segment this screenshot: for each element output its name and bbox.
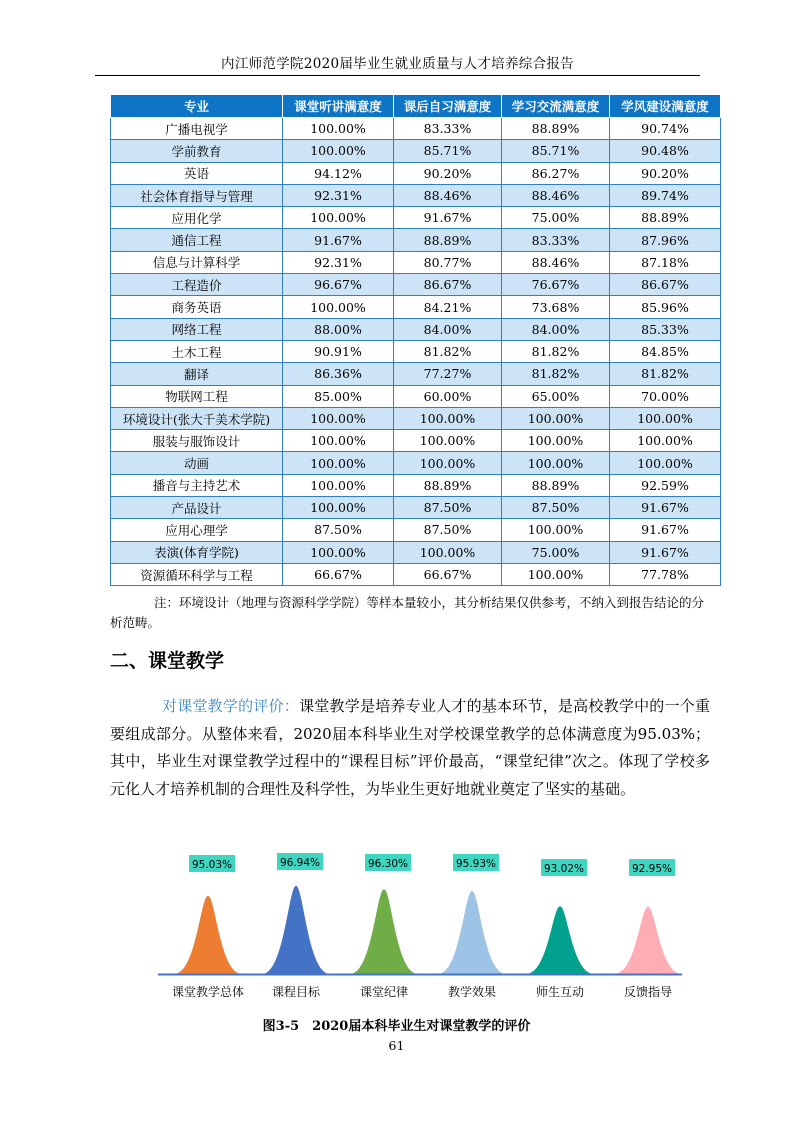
value-cell: 86.67% (610, 274, 721, 296)
value-cell: 100.00% (283, 452, 394, 474)
value-cell: 100.00% (283, 474, 394, 496)
value-cell: 100.00% (394, 407, 502, 429)
major-cell: 产品设计 (111, 497, 283, 519)
table-row (111, 296, 721, 318)
page-header: 内江师范学院2020届毕业生就业质量与人才培养综合报告 (221, 56, 574, 72)
value-cell: 90.48% (610, 140, 721, 162)
table-row (111, 207, 721, 229)
value-cell: 77.78% (610, 563, 721, 585)
data-label: 96.94% (279, 857, 321, 869)
table-row (111, 162, 721, 184)
value-cell: 66.67% (394, 563, 502, 585)
major-cell: 服装与服饰设计 (111, 430, 283, 452)
data-label: 95.03% (191, 859, 233, 871)
value-cell: 86.27% (502, 162, 610, 184)
value-cell: 100.00% (610, 452, 721, 474)
value-cell: 85.71% (502, 140, 610, 162)
value-cell: 87.50% (283, 519, 394, 541)
value-cell: 85.00% (283, 385, 394, 407)
table-note: 注：环境设计（地理与资源科学学院）等样本量较小，其分析结果仅供参考，不纳入到报告结论的分析范畴。 (110, 595, 705, 630)
value-cell: 88.89% (502, 474, 610, 496)
major-cell: 工程造价 (111, 274, 283, 296)
value-cell: 100.00% (283, 296, 394, 318)
major-cell: 资源循环科学与工程 (111, 563, 283, 585)
column-header: 学风建设满意度 (610, 95, 721, 118)
major-cell: 学前教育 (111, 140, 283, 162)
data-label: 92.95% (631, 863, 673, 875)
category-label: 反馈指导 (623, 985, 673, 999)
major-cell: 环境设计(张大千美术学院) (111, 407, 283, 429)
value-cell: 87.50% (394, 497, 502, 519)
peak-mark (438, 891, 506, 974)
value-cell: 100.00% (502, 452, 610, 474)
section-title: 二、课堂教学 (110, 650, 225, 672)
major-cell: 表演(体育学院) (111, 541, 283, 563)
major-cell: 社会体育指导与管理 (111, 184, 283, 206)
value-cell: 100.00% (394, 430, 502, 452)
value-cell: 100.00% (283, 207, 394, 229)
category-label: 教学效果 (447, 985, 497, 999)
value-cell: 100.00% (283, 541, 394, 563)
peak-mark (526, 906, 594, 974)
value-cell: 100.00% (283, 118, 394, 140)
value-cell: 91.67% (394, 207, 502, 229)
table-row (111, 452, 721, 474)
table-row (111, 274, 721, 296)
table-row (111, 118, 721, 140)
data-label: 96.30% (367, 858, 409, 870)
value-cell: 84.00% (394, 318, 502, 340)
value-cell: 92.31% (283, 184, 394, 206)
value-cell: 88.89% (394, 229, 502, 251)
table-row (111, 184, 721, 206)
value-cell: 90.20% (610, 162, 721, 184)
major-cell: 土木工程 (111, 340, 283, 362)
major-cell: 动画 (111, 452, 283, 474)
value-cell: 75.00% (502, 207, 610, 229)
value-cell: 85.96% (610, 296, 721, 318)
data-label: 95.93% (455, 858, 497, 870)
column-header: 课后自习满意度 (394, 95, 502, 118)
table-row (111, 340, 721, 362)
column-header: 课堂听讲满意度 (283, 95, 394, 118)
major-cell: 物联网工程 (111, 385, 283, 407)
data-label: 93.02% (543, 863, 585, 875)
value-cell: 86.67% (394, 274, 502, 296)
category-label: 课程目标 (271, 985, 321, 999)
major-cell: 广播电视学 (111, 118, 283, 140)
value-cell: 100.00% (283, 497, 394, 519)
value-cell: 86.36% (283, 363, 394, 385)
value-cell: 60.00% (394, 385, 502, 407)
evaluation-chart (150, 850, 690, 1010)
value-cell: 87.50% (394, 519, 502, 541)
value-cell: 84.00% (502, 318, 610, 340)
value-cell: 89.74% (610, 184, 721, 206)
table-row (111, 519, 721, 541)
value-cell: 100.00% (502, 430, 610, 452)
value-cell: 91.67% (610, 519, 721, 541)
table-row (111, 318, 721, 340)
value-cell: 100.00% (283, 430, 394, 452)
value-cell: 83.33% (502, 229, 610, 251)
table-row (111, 474, 721, 496)
table-row (111, 363, 721, 385)
table-row (111, 385, 721, 407)
value-cell: 87.50% (502, 497, 610, 519)
category-label: 课堂教学总体 (171, 985, 245, 999)
value-cell: 100.00% (502, 519, 610, 541)
table-body (111, 118, 721, 586)
header-rule (95, 75, 700, 76)
value-cell: 84.21% (394, 296, 502, 318)
table-header-row (111, 95, 721, 118)
satisfaction-table (110, 94, 721, 586)
table-row (111, 407, 721, 429)
value-cell: 90.91% (283, 340, 394, 362)
value-cell: 100.00% (502, 407, 610, 429)
value-cell: 81.82% (502, 363, 610, 385)
value-cell: 88.46% (502, 184, 610, 206)
value-cell: 80.77% (394, 251, 502, 273)
table-row (111, 229, 721, 251)
value-cell: 96.67% (283, 274, 394, 296)
value-cell: 87.96% (610, 229, 721, 251)
value-cell: 83.33% (394, 118, 502, 140)
value-cell: 88.89% (394, 474, 502, 496)
paragraph-lead: 对课堂教学的评价： (162, 697, 300, 715)
table-row (111, 140, 721, 162)
value-cell: 100.00% (610, 430, 721, 452)
value-cell: 100.00% (610, 407, 721, 429)
value-cell: 75.00% (502, 541, 610, 563)
value-cell: 76.67% (502, 274, 610, 296)
value-cell: 81.82% (610, 363, 721, 385)
value-cell: 100.00% (394, 541, 502, 563)
value-cell: 88.00% (283, 318, 394, 340)
paragraph-body: 课堂教学是培养专业人才的基本环节，是高校教学中的一个重要组成部分。从整体来看，2020届本科毕业生对学校课堂教学的总体满意度为95.03%；其中，毕业生对课堂教学过程中的“课程目标”评价最高，“课堂纪律”次之。体现了学校多元化人才培养机制的合理性及科学性，为毕业生更好地就业奠定了坚实的基础。 (110, 697, 710, 798)
value-cell: 81.82% (394, 340, 502, 362)
value-cell: 100.00% (283, 140, 394, 162)
value-cell: 77.27% (394, 363, 502, 385)
figure-caption: 图3-5 2020届本科毕业生对课堂教学的评价 (262, 1019, 531, 1034)
value-cell: 92.31% (283, 251, 394, 273)
value-cell: 81.82% (502, 340, 610, 362)
major-cell: 翻译 (111, 363, 283, 385)
value-cell: 91.67% (610, 541, 721, 563)
value-cell: 73.68% (502, 296, 610, 318)
value-cell: 91.67% (610, 497, 721, 519)
value-cell: 65.00% (502, 385, 610, 407)
category-label: 课堂纪律 (359, 985, 409, 999)
column-header: 专业 (111, 95, 283, 118)
table-row (111, 563, 721, 585)
major-cell: 英语 (111, 162, 283, 184)
value-cell: 87.18% (610, 251, 721, 273)
value-cell: 85.33% (610, 318, 721, 340)
major-cell: 播音与主持艺术 (111, 474, 283, 496)
major-cell: 网络工程 (111, 318, 283, 340)
table-row (111, 251, 721, 273)
major-cell: 商务英语 (111, 296, 283, 318)
table-row (111, 541, 721, 563)
value-cell: 88.89% (502, 118, 610, 140)
value-cell: 91.67% (283, 229, 394, 251)
value-cell: 94.12% (283, 162, 394, 184)
table-row (111, 497, 721, 519)
table-row (111, 430, 721, 452)
major-cell: 信息与计算科学 (111, 251, 283, 273)
body-paragraph (110, 693, 710, 803)
peak-mark (262, 886, 330, 974)
page-number: 61 (388, 1038, 405, 1053)
column-header: 学习交流满意度 (502, 95, 610, 118)
value-cell: 92.59% (610, 474, 721, 496)
value-cell: 84.85% (610, 340, 721, 362)
major-cell: 应用化学 (111, 207, 283, 229)
value-cell: 70.00% (610, 385, 721, 407)
value-cell: 100.00% (502, 563, 610, 585)
category-label: 师生互动 (535, 985, 585, 999)
major-cell: 应用心理学 (111, 519, 283, 541)
peak-mark (614, 907, 682, 974)
value-cell: 100.00% (394, 452, 502, 474)
value-cell: 88.46% (502, 251, 610, 273)
value-cell: 88.89% (610, 207, 721, 229)
peak-mark (350, 889, 418, 974)
peak-mark (174, 896, 242, 974)
value-cell: 66.67% (283, 563, 394, 585)
value-cell: 90.74% (610, 118, 721, 140)
major-cell: 通信工程 (111, 229, 283, 251)
value-cell: 100.00% (283, 407, 394, 429)
value-cell: 90.20% (394, 162, 502, 184)
value-cell: 88.46% (394, 184, 502, 206)
value-cell: 85.71% (394, 140, 502, 162)
